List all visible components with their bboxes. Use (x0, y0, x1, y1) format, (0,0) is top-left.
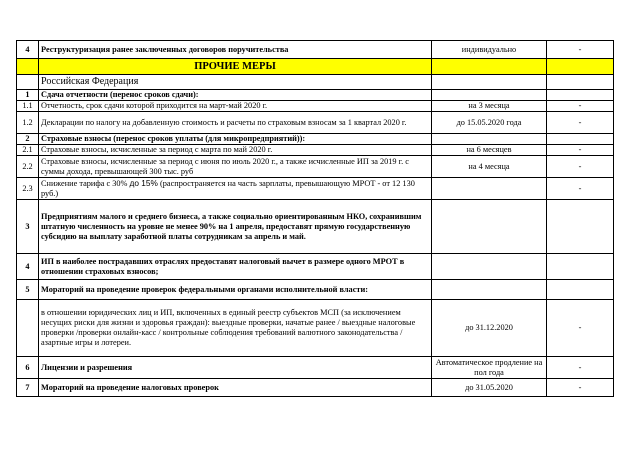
term-cell: на 4 месяца (432, 156, 547, 178)
band-spacer (17, 59, 39, 75)
region-label: Российская Федерация (39, 75, 432, 90)
term-cell: до 31.05.2020 (432, 379, 547, 397)
row-number: 4 (17, 254, 39, 280)
measures-table (16, 40, 614, 397)
measure-cell: Мораторий на проведение проверок федеральными органами исполнительной власти: (39, 280, 432, 300)
empty-cell (432, 75, 547, 90)
row-number: 6 (17, 357, 39, 379)
rf-cell: - (547, 379, 614, 397)
term-cell: до 15.05.2020 года (432, 112, 547, 134)
term-cell: на 3 месяца (432, 101, 547, 112)
measure-cell: в отношении юридических лиц и ИП, включенных в единый реестр субъектов МСП (за исключением несущих риски для жизни и здоровья граждан): выездные проверки, начатые ранее / выездные налоговые проверки /проверки онлайн-касс / контрольные соблюдения требований валютного законодательства / азартные игры и лотереи. (39, 300, 432, 357)
term-cell (432, 178, 547, 200)
rf-cell: - (547, 145, 614, 156)
row-number: 1.2 (17, 112, 39, 134)
row-number: 2 (17, 134, 39, 145)
row-number: 1 (17, 90, 39, 101)
table-row (17, 357, 614, 379)
term-cell (432, 254, 547, 280)
measure-cell: Отчетность, срок сдачи которой приходится на март-май 2020 г. (39, 101, 432, 112)
table-row (17, 200, 614, 254)
rf-cell: - (547, 101, 614, 112)
table-row (17, 280, 614, 300)
table-row (17, 41, 614, 59)
term-cell: на 6 месяцев (432, 145, 547, 156)
rf-cell: - (547, 156, 614, 178)
measure-text-a: Снижение тарифа с 30% (41, 179, 130, 188)
row-number: 3 (17, 200, 39, 254)
empty-cell (17, 75, 39, 90)
measure-text-b: до 15% (129, 178, 158, 188)
measure-cell: Страховые взносы, исчисленные за период с июня по июль 2020 г., а также исчисленные ИП за 2019 г. с суммы дохода, превышающей 300 тыс. руб (39, 156, 432, 178)
rf-cell: - (547, 300, 614, 357)
table-row (17, 145, 614, 156)
term-cell (432, 200, 547, 254)
table-row (17, 379, 614, 397)
row-number: 2.1 (17, 145, 39, 156)
rf-cell (547, 90, 614, 101)
measure-cell: Предприятиям малого и среднего бизнеса, а также социально ориентированным НКО, сохранившим штатную численность на уровне не менее 90% на 1 апреля, предоставят прямую государственную субсидию на выплату заработной платы сотрудникам за апрель и май. (39, 200, 432, 254)
table-row (17, 156, 614, 178)
empty-cell (547, 75, 614, 90)
empty-cell (17, 300, 39, 357)
section-band-row (17, 59, 614, 75)
row-number: 1.1 (17, 101, 39, 112)
measure-cell: Страховые взносы (перенос сроков уплаты (для микропредприятий)): (39, 134, 432, 145)
term-cell (432, 90, 547, 101)
table-row (17, 134, 614, 145)
measure-cell: Лицензии и разрешения (39, 357, 432, 379)
term-cell: индивидуально (432, 41, 547, 59)
measure-cell: Декларации по налогу на добавленную стоимость и расчеты по страховым взносам за 1 квартал 2020 г. (39, 112, 432, 134)
row-number: 5 (17, 280, 39, 300)
rf-cell (547, 280, 614, 300)
table-row (17, 75, 614, 90)
measure-cell (39, 178, 432, 200)
table-row (17, 90, 614, 101)
measure-cell: Реструктуризация ранее заключенных договоров поручительства (39, 41, 432, 59)
rf-cell (547, 134, 614, 145)
rf-cell: - (547, 357, 614, 379)
term-cell: до 31.12.2020 (432, 300, 547, 357)
term-cell: Автоматическое продление на пол года (432, 357, 547, 379)
rf-cell (547, 200, 614, 254)
table-row (17, 300, 614, 357)
band-spacer (547, 59, 614, 75)
rf-cell: - (547, 41, 614, 59)
table-row (17, 254, 614, 280)
section-title: ПРОЧИЕ МЕРЫ (39, 59, 432, 75)
term-cell (432, 134, 547, 145)
measure-cell: Страховые взносы, исчисленные за период с марта по май 2020 г. (39, 145, 432, 156)
rf-cell: - (547, 112, 614, 134)
measure-text-c: (распространяется на часть зарплаты, превышающую МРОТ - от 12 130 руб.) (41, 179, 415, 198)
measure-cell: Мораторий на проведение налоговых проверок (39, 379, 432, 397)
measure-cell: Сдача отчетности (перенос сроков сдачи): (39, 90, 432, 101)
table-row (17, 101, 614, 112)
row-number: 7 (17, 379, 39, 397)
rf-cell: - (547, 178, 614, 200)
row-number: 2.3 (17, 178, 39, 200)
rf-cell (547, 254, 614, 280)
term-cell (432, 280, 547, 300)
measure-cell: ИП в наиболее пострадавших отраслях предоставят налоговый вычет в размере одного МРОТ в отношении страховых взносов; (39, 254, 432, 280)
row-number: 2.2 (17, 156, 39, 178)
row-number: 4 (17, 41, 39, 59)
band-spacer (432, 59, 547, 75)
table-row (17, 178, 614, 200)
table-row (17, 112, 614, 134)
